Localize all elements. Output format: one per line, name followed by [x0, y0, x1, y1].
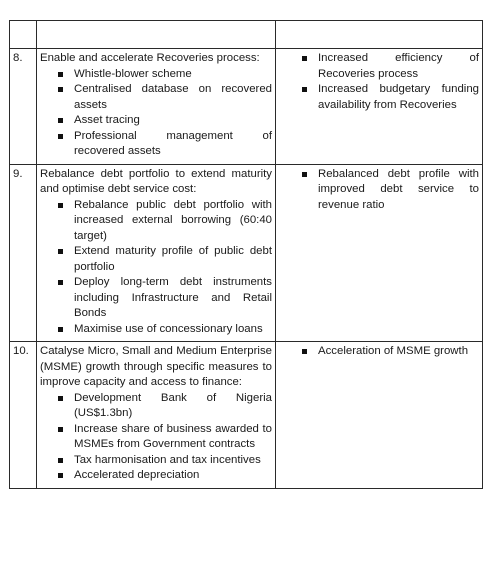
outcome-item: Increased efficiency of Recoveries process [302, 51, 479, 82]
action-item: Development Bank of Nigeria (US$1.3bn) [57, 391, 272, 422]
initiative-cell [37, 164, 276, 342]
table-row [10, 164, 483, 342]
action-list [40, 391, 272, 484]
outcome-list [279, 344, 479, 360]
action-list [40, 198, 272, 338]
action-item: Maximise use of concessionary loans [57, 322, 272, 338]
outcome-cell [276, 342, 483, 489]
table-row-empty [10, 21, 483, 49]
empty-cell [276, 21, 483, 49]
action-list [40, 67, 272, 160]
initiative-cell [37, 342, 276, 489]
action-item: Increase share of business awarded to MSMEs from Government contracts [57, 422, 272, 453]
action-item: Asset tracing [57, 113, 272, 129]
table-row [10, 49, 483, 165]
outcome-cell [276, 164, 483, 342]
action-item: Rebalance public debt portfolio with increased external borrowing (60:40 target) [57, 198, 272, 245]
action-item: Centralised database on recovered assets [57, 82, 272, 113]
row-number: 9. [10, 164, 37, 342]
initiative-intro: Catalyse Micro, Small and Medium Enterprise (MSME) growth through specific measures to improve capacity and access to finance: [40, 345, 272, 388]
outcome-list [279, 167, 479, 214]
initiatives-table-body [10, 21, 483, 489]
action-item: Whistle-blower scheme [57, 67, 272, 83]
outcome-item: Acceleration of MSME growth [302, 344, 479, 360]
initiative-intro: Rebalance debt portfolio to extend maturity and optimise debt service cost: [40, 167, 272, 195]
action-item: Accelerated depreciation [57, 468, 272, 484]
initiative-intro: Enable and accelerate Recoveries process: [40, 52, 260, 64]
action-item: Tax harmonisation and tax incentives [57, 453, 272, 469]
action-item: Deploy long-term debt instruments including Infrastructure and Retail Bonds [57, 275, 272, 322]
empty-cell [10, 21, 37, 49]
action-item: Professional management of recovered assets [57, 129, 272, 160]
empty-cell [37, 21, 276, 49]
row-number: 10. [10, 342, 37, 489]
row-number: 8. [10, 49, 37, 165]
outcome-item: Increased budgetary funding availability from Recoveries [302, 82, 479, 113]
action-item: Extend maturity profile of public debt portfolio [57, 244, 272, 275]
outcome-item: Rebalanced debt profile with improved debt service to revenue ratio [302, 167, 479, 214]
outcome-list [279, 51, 479, 113]
initiative-cell [37, 49, 276, 165]
outcome-cell [276, 49, 483, 165]
initiatives-table [9, 20, 483, 489]
table-row [10, 342, 483, 489]
